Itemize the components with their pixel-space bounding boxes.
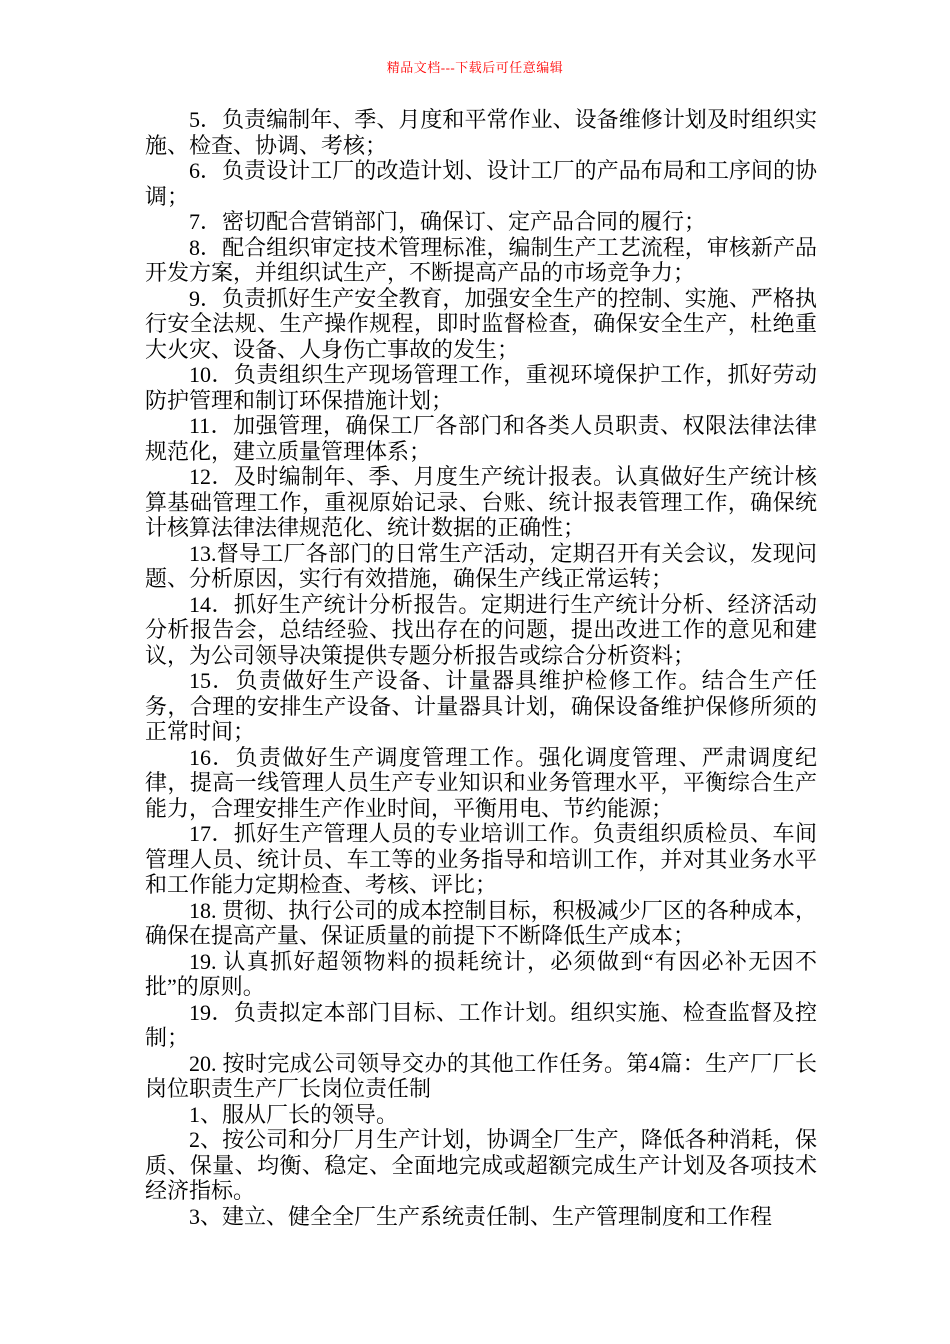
paragraph-sub-1: 1、服从厂长的领导。 xyxy=(189,1101,399,1127)
paragraph-item-16: 16．负责做好生产调度管理工作。强化调度管理、严肃调度纪律，提高一线管理人员生产专业知识和业务管理水平，平衡综合生产能力，合理安排生产作业时间，平衡用电、节约能源； xyxy=(145,744,817,821)
paragraph-item-17: 17．抓好生产管理人员的专业培训工作。负责组织质检员、车间管理人员、统计员、车工等的业务指导和培训工作，并对其业务水平和工作能力定期检查、考核、评比； xyxy=(145,821,817,897)
paragraph-item-19b: 19．负责拟定本部门目标、工作计划。组织实施、检查监督及控制； xyxy=(145,999,817,1050)
paragraph-item-5: 5．负责编制年、季、月度和平常作业、设备维修计划及时组织实施、检查、协调、考核； xyxy=(145,107,817,158)
paragraph-item-7: 7．密切配合营销部门，确保订、定产品合同的履行； xyxy=(189,209,707,234)
paragraph-item-10: 10．负责组织生产现场管理工作，重视环境保护工作，抓好劳动防护管理和制订环保措施计划； xyxy=(145,362,817,413)
paragraph-item-11: 11．加强管理，确保工厂各部门和各类人员职责、权限法律法律规范化，建立质量管理体系； xyxy=(145,413,817,464)
paragraph-item-9: 9．负责抓好生产安全教育，加强安全生产的控制、实施、严格执行安全法规、生产操作规程，即时监督检查，确保安全生产，杜绝重大火灾、设备、人身伤亡事故的发生； xyxy=(145,285,817,362)
paragraph-item-19a: 19. 认真抓好超领物料的损耗统计，必须做到“有因必补无因不批”的原则。 xyxy=(145,948,817,999)
paragraph-item-20: 20. 按时完成公司领导交办的其他工作任务。第4篇：生产厂厂长岗位职责生产厂长岗位责任制 xyxy=(145,1050,817,1101)
paragraph-item-8: 8．配合组织审定技术管理标准，编制生产工艺流程，审核新产品开发方案，并组织试生产，不断提高产品的市场竞争力； xyxy=(145,234,817,285)
paragraph-item-12: 12．及时编制年、季、月度生产统计报表。认真做好生产统计核算基础管理工作，重视原始记录、台账、统计报表管理工作，确保统计核算法律法律规范化、统计数据的正确性； xyxy=(145,464,817,540)
paragraph-item-15: 15．负责做好生产设备、计量器具维护检修工作。结合生产任务，合理的安排生产设备、计量器具计划，确保设备维护保修所须的正常时间； xyxy=(145,668,817,744)
document-body xyxy=(145,107,817,1229)
paragraph-sub-3: 3、建立、健全全厂生产系统责任制、生产管理制度和工作程 xyxy=(189,1203,773,1229)
paragraph-item-6: 6．负责设计工厂的改造计划、设计工厂的产品布局和工序间的协调； xyxy=(145,158,817,209)
paragraph-sub-2: 2、按公司和分厂月生产计划，协调全厂生产，降低各种消耗，保质、保量、均衡、稳定、全面地完成或超额完成生产计划及各项技术经济指标。 xyxy=(145,1127,817,1203)
paragraph-item-14: 14．抓好生产统计分析报告。定期进行生产统计分析、经济活动分析报告会，总结经验、找出存在的问题，提出改进工作的意见和建议，为公司领导决策提供专题分析报告或综合分析资料； xyxy=(145,591,817,668)
paragraph-item-13: 13.督导工厂各部门的日常生产活动，定期召开有关会议，发现问题、分析原因，实行有效措施，确保生产线正常运转； xyxy=(145,540,817,591)
watermark-header-text: 精品文档---下载后可任意编辑 xyxy=(386,60,564,75)
paragraph-item-18: 18. 贯彻、执行公司的成本控制目标，积极减少厂区的各种成本，确保在提高产量、保证质量的前提下不断降低生产成本； xyxy=(145,897,817,948)
